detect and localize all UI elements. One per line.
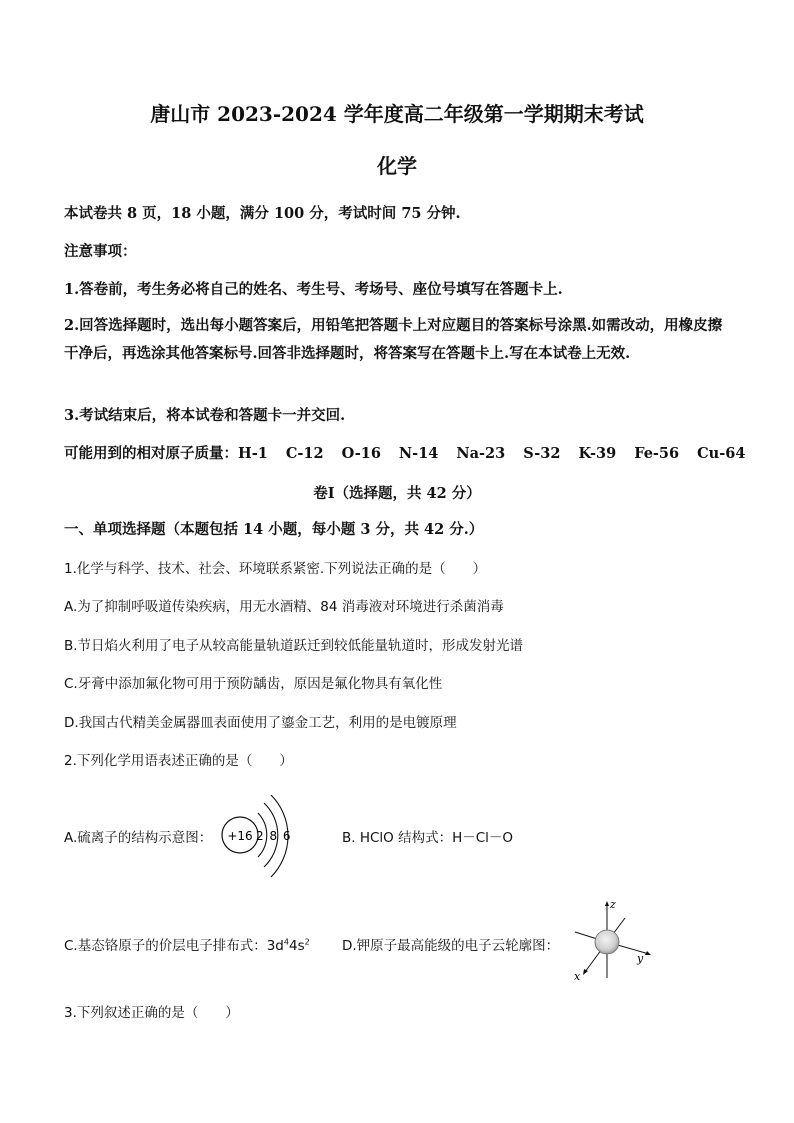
q1-option-a: A.为了抑制呼吸道传染疾病，用无水酒精、84 消毒液对环境进行杀菌消毒	[64, 599, 504, 615]
exam-title: 唐山市 2023-2024 学年度高二年级第一学期期末考试	[150, 102, 644, 126]
q1-option-b: B.节日焰火利用了电子从较高能量轨道跃迁到较低能量轨道时，形成发射光谱	[64, 638, 524, 654]
x-axis-label: x	[574, 970, 581, 982]
chromium-config-3d: 3d	[266, 938, 284, 954]
atomic-mass-c: C-12	[285, 445, 324, 462]
intro-line: 本试卷共 8 页，18 小题，满分 100 分，考试时间 75 分钟.	[64, 205, 461, 222]
atomic-masses-label: 可能用到的相对原子质量：	[64, 445, 238, 462]
notes-heading: 注意事项：	[64, 243, 137, 260]
q2-option-d-label: D.钾原子最高能级的电子云轮廓图：	[342, 938, 560, 954]
q1-option-d: D.我国古代精美金属器皿表面使用了鎏金工艺，利用的是电镀原理	[64, 715, 457, 731]
q2-option-c	[64, 934, 310, 954]
q2-option-c-label: C.基态铬原子的价层电子排布式：	[64, 938, 267, 954]
section-title: 卷Ⅰ（选择题，共 42 分）	[313, 485, 481, 502]
sulfur-ion-structure-diagram	[218, 795, 318, 885]
q3-stem: 3.下列叙述正确的是（ ）	[64, 1005, 239, 1021]
chromium-config-4s: 4s	[288, 938, 305, 954]
atomic-mass-n: N-14	[398, 445, 439, 462]
q1-stem: 1.化学与科学、技术、社会、环境联系紧密.下列说法正确的是（ ）	[64, 561, 487, 577]
spherical-electron-cloud	[595, 930, 619, 954]
chromium-config-3d-count: 4	[283, 937, 289, 947]
note-item-3: 3.考试结束后，将本试卷和答题卡一并交回.	[64, 407, 346, 424]
q1-option-c: C.牙膏中添加氟化物可用于预防龋齿，原因是氟化物具有氧化性	[64, 676, 443, 692]
x-axis-arrow	[583, 969, 588, 975]
atomic-mass-cu: Cu-64	[697, 445, 746, 462]
electron-counts: 2 8 6	[256, 829, 292, 843]
z-axis-arrow	[605, 901, 609, 906]
atomic-masses-line	[64, 442, 745, 463]
q2-stem: 2.下列化学用语表述正确的是（ ）	[64, 753, 293, 769]
subject-title: 化学	[377, 154, 417, 178]
atomic-mass-o: O-16	[341, 445, 381, 462]
note-item-2: 2.回答选择题时，选出每小题答案后，用铅笔把答题卡上对应题目的答案标号涂黑.如需改动，用橡皮擦干净后，再选涂其他答案标号.回答非选择题时，将答案写在答题卡上.写在本试卷上无效.	[64, 317, 723, 362]
atomic-mass-h: H-1	[238, 445, 268, 462]
electron-cloud-diagram	[565, 898, 655, 982]
q2-option-a-label: A.硫离子的结构示意图：	[64, 830, 213, 846]
q2-option-b: B. HClO 结构式：H－Cl－O	[342, 830, 514, 846]
atomic-mass-s: S-32	[523, 445, 561, 462]
note-item-1: 1.答卷前，考生务必将自己的姓名、考生号、考场号、座位号填写在答题卡上.	[64, 281, 563, 298]
chromium-config-4s-count: 2	[304, 937, 310, 947]
atomic-mass-na: Na-23	[456, 445, 506, 462]
y-axis-label: y	[637, 952, 644, 965]
part-title: 一、单项选择题（本题包括 14 小题，每小题 3 分，共 42 分.）	[64, 521, 484, 538]
z-axis-label: z	[610, 898, 616, 911]
nucleus-charge: +16	[227, 829, 253, 843]
atomic-mass-fe: Fe-56	[634, 445, 680, 462]
atomic-mass-k: K-39	[578, 445, 617, 462]
